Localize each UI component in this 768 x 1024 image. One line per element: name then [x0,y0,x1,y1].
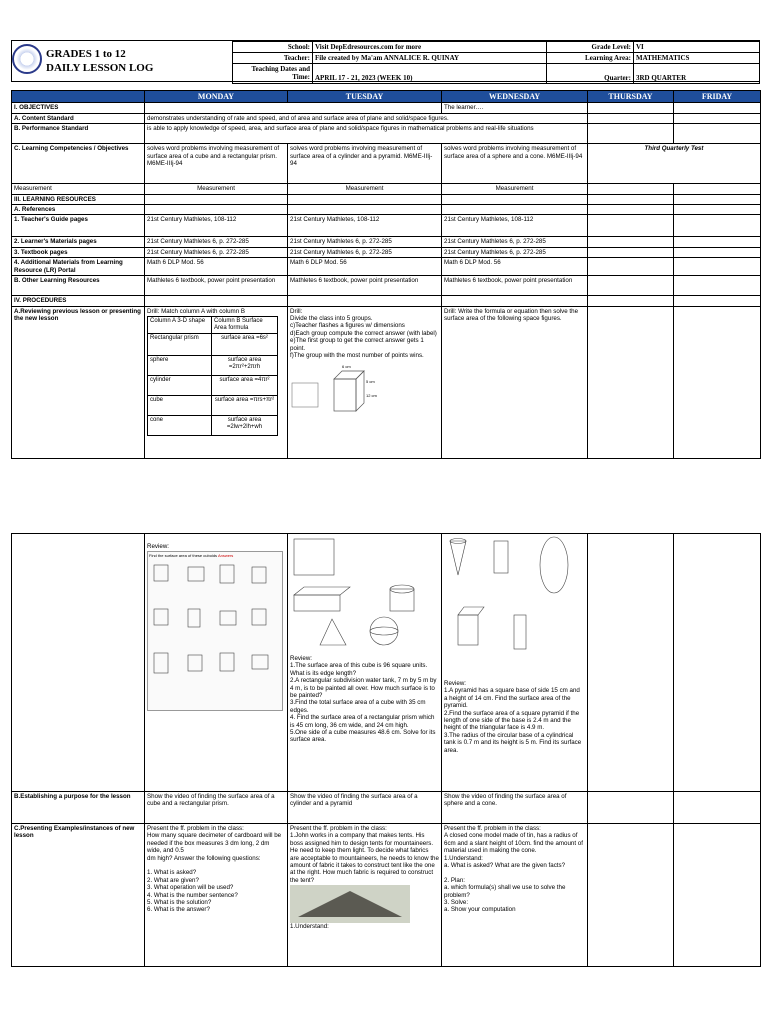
empty-cell [288,296,442,306]
other-monday: Mathletes 6 textbook, power point presentation [145,276,288,296]
content-standard-text: demonstrates understanding of rate and speed, and of area and surface area of plane and solid/space figures. [145,113,588,123]
review-wednesday [442,534,588,792]
box-top-face [334,371,364,379]
match-shape: sphere [148,356,212,376]
title-grades: GRADES 1 to 12 [46,48,126,60]
objectives-empty [145,103,442,113]
school-value: Visit DepEdresources.com for more [313,42,547,53]
match-header-a: Column A 3-D shape [148,317,212,334]
review-tuesday-text: Review: 1.The surface area of this cube is 96 square units. What is its edge length? 2.A rectangular subdivision water tank, 7 m by 5 m by 4 m, is to be painted all over. How much surface is to be painted? 3.Find the total surface area of a cube with 35 cm edges. 4. Find the surface area of a rectangular prism which is 45 cm long, 36 cm wide, and 24 cm high. 5.One side of a cube measures 48.6 cm. Solve for its surface area. [290,655,437,744]
empty-cell [588,205,674,215]
understand-step: 1.Understand: [290,923,329,931]
tb-tuesday: 21st Century Mathletes 6, p. 272-285 [288,247,442,257]
content-standard-label: A. Content Standard [12,113,145,123]
other-tuesday: Mathletes 6 textbook, power point presentation [288,276,442,296]
quarter-value: 3RD QUARTER [634,64,760,84]
drill-monday-title: Drill: Match column A with column B [147,307,246,315]
empty-cell [588,113,674,123]
empty-cell [674,113,761,123]
review-wednesday-text: Review: 1.A pyramid has a square base of side 15 cm and a height of 14 cm. Find the surface area of the pyramid. 2.Find the surface area of a square pyramid if the length of one side of the base is 2.4 m and the height of the triangular face is 4.9 m. 3.The radius of the circular base of a cylindrical tank is 0.7 m and its height is 5 m. Find its surface area. [444,680,582,754]
match-formula: surface area =πrs+πr² [212,396,278,416]
review-monday-label: Review: [147,543,170,550]
sphere-shape [540,537,568,593]
other-resources-label: B. Other Learning Resources [12,276,145,296]
tg-monday: 21st Century Mathletes, 108-112 [145,215,288,237]
add-wednesday: Math 6 DLP Mod. 56 [442,258,588,276]
resources-heading: III. LEARNING RESOURCES [12,194,145,204]
tank-front [294,595,340,611]
empty-cell [674,194,761,204]
performance-standard-label: B. Performance Standard [12,124,145,144]
examples-monday: Present the ff. problem in the class: How many square decimeter of cardboard will be needed if the box measures 3 dm long, 2 dm wide, and 0.5 dm high? Answer the following questions: 1. What is asked? 2. What are given? 3. What operation will be used? 4. What is the number sentence? 5. What is the solution? 6. What is the answer? [145,824,288,967]
title-daily-lesson-log: DAILY LESSON LOG [46,62,154,74]
empty-cell [588,103,674,113]
content-wednesday: Measurement [442,184,588,194]
empty-cell [674,296,761,306]
lm-pages-label: 2. Learner's Materials pages [12,237,145,247]
cone-shape [450,541,466,575]
add-tuesday: Math 6 DLP Mod. 56 [288,258,442,276]
teacher-label: Teacher: [233,53,313,64]
match-table [147,316,278,436]
competency-monday: solves word problems involving measurement of surface area of a cube and a rectangular prism. M6ME-IIIj-94 [145,144,288,184]
day-tuesday: TUESDAY [288,91,442,103]
empty-cell [442,205,588,215]
solids-figures-image [290,535,438,653]
day-thursday: THURSDAY [588,91,674,103]
empty-cell [588,792,674,824]
lm-wednesday: 21st Century Mathletes 6, p. 272-285 [442,237,588,247]
other-wednesday: Mathletes 6 textbook, power point presentation [442,276,588,296]
empty-cell [588,124,674,144]
content-monday: Measurement [145,184,288,194]
tb-wednesday: 21st Century Mathletes 6, p. 272-285 [442,247,588,257]
empty-cell [674,247,761,257]
deped-seal-icon [12,44,42,74]
references-label: A. References [12,205,145,215]
competency-tuesday: solves word problems involving measurement of surface area of a cylinder and a pyramid. M6ME-IIIj-94 [288,144,442,184]
empty-cell [674,205,761,215]
empty-cell [588,194,674,204]
empty-cell [674,306,761,458]
empty-cell [588,258,674,276]
prism-front [458,615,478,645]
drill-monday [145,306,288,458]
prism-figures-image [290,363,436,415]
dates-value: APRIL 17 - 21, 2023 (WEEK 10) [313,64,547,84]
tall-prism [514,615,526,649]
empty-cell [12,534,145,792]
worksheet-title-text: Find the surface area of these cuboids [149,553,218,559]
cuboid-grid-icon [148,559,282,709]
examples-tuesday [288,824,442,967]
match-shape: cone [148,416,212,436]
empty-cell [442,194,588,204]
objectives-heading: I. OBJECTIVES [12,103,145,113]
cylinder-body [390,589,414,611]
purpose-monday: Show the video of finding the surface area of a cube and a rectangular prism. [145,792,288,824]
drill-tuesday [288,306,442,458]
tg-pages-label: 1. Teacher's Guide pages [12,215,145,237]
performance-standard-text: is able to apply knowledge of speed, area, and surface area of plane and solid/space figures in mathematical problems and real-life situations [145,124,588,144]
competency-label: C. Learning Competencies / Objectives [12,144,145,184]
quarter-label: Quarter: [547,64,634,84]
empty-cell [288,205,442,215]
dimension-label-height: 12 cm [366,392,377,398]
third-quarterly-test: Third Quarterly Test [588,144,761,184]
header-meta-table [232,41,760,84]
sphere-equator [370,627,398,635]
teacher-value: File created by Ma'am ANNALICE R. QUINAY [313,53,547,64]
drill-tuesday-text: Drill: Divide the class into 5 groups. c)Teacher flashes a figures w/ dimensions d)Each group compute the correct answer (with label) e)The first group to get the correct answer gets 1 point. f)The group with the most number of points wins. [290,307,437,360]
empty-cell [145,296,288,306]
empty-cell [288,194,442,204]
empty-cell [674,184,761,194]
day-friday: FRIDAY [674,91,761,103]
empty-cell [588,215,674,237]
empty-cell [674,824,761,967]
textbook-pages-label: 3. Textbook pages [12,247,145,257]
empty-cell [588,247,674,257]
empty-cell [588,237,674,247]
drill-wednesday: Drill: Write the formula or equation then solve the surface area of the following space figures. [442,306,588,458]
competency-wednesday: solves word problems involving measurement of surface area of a sphere and a cone. M6ME-IIIj-94 [442,144,588,184]
match-formula: surface area =4πr² [212,376,278,396]
purpose-tuesday: Show the video of finding the surface area of a cylinder and a pyramid [288,792,442,824]
establishing-purpose-label: B.Establishing a purpose for the lesson [12,792,145,824]
sphere-shape [370,617,398,645]
content-label: Measurement [12,184,145,194]
lesson-table-page1 [11,90,761,459]
prism-top [458,607,484,615]
day-wednesday: WEDNESDAY [442,91,588,103]
school-label: School: [233,42,313,53]
empty-cell [588,296,674,306]
empty-cell [674,792,761,824]
cylinder-shape [494,541,508,573]
worksheet-answers-label: Answers [217,553,234,559]
day-monday: MONDAY [145,91,288,103]
match-header-b: Column B Surface Area formula [212,317,278,334]
dates-label [233,64,313,84]
review-monday [145,534,288,792]
reviewing-lesson-label: A.Reviewing previous lesson or presenting the new lesson [12,306,145,458]
presenting-examples-label: C.Presenting Examples/instances of new lesson [12,824,145,967]
lm-tuesday: 21st Century Mathletes 6, p. 272-285 [288,237,442,247]
lm-monday: 21st Century Mathletes 6, p. 272-285 [145,237,288,247]
box-front-face [334,379,356,411]
lesson-table-page2 [11,533,761,967]
empty-cell [674,103,761,113]
cube-shape [294,539,334,575]
small-prism-shape [292,383,318,407]
content-tuesday: Measurement [288,184,442,194]
pyramid-shape [320,619,346,645]
match-formula: surface area =2lw+2lh+wh [212,416,278,436]
dates-label-2: Time: [292,73,310,81]
tg-tuesday: 21st Century Mathletes, 108-112 [288,215,442,237]
tent-photo-image [290,885,410,923]
examples-wednesday: Present the ff. problem in the class: A closed cone model made of tin, has a radius of 6cm and a slant height of 10cm. find the amount of material used in making the cone. 1.Understand: a. What is asked? What are the given facts? 2. Plan: a. which formula(s) shall we use to solve the problem? 3. Solve: a. Show your computation [442,824,588,967]
empty-cell [442,296,588,306]
match-shape: cylinder [148,376,212,396]
empty-cell [588,824,674,967]
empty-cell [588,276,674,296]
match-formula: surface area =6s² [212,334,278,356]
worksheet-title [148,552,282,559]
empty-cell [674,534,761,792]
tank-top [294,587,350,595]
additional-materials-label: 4. Additional Materials from Learning Resource (LR) Portal [12,258,145,276]
match-shape: Rectangular prism [148,334,212,356]
dimension-label-top: 6 cm [342,363,351,369]
tb-monday: 21st Century Mathletes 6, p. 272-285 [145,247,288,257]
empty-cell [588,306,674,458]
corner-cell [12,91,145,103]
review-tuesday [288,534,442,792]
cone-pyramid-figures-image [444,535,584,680]
empty-cell [674,124,761,144]
grade-label: Grade Level: [547,42,634,53]
empty-cell [588,184,674,194]
match-formula: surface area =2πr²+2πrh [212,356,278,376]
dimension-label-side: 5 cm [366,378,375,384]
add-monday: Math 6 DLP Mod. 56 [145,258,288,276]
empty-cell [588,534,674,792]
empty-cell [674,258,761,276]
empty-cell [145,205,288,215]
learner-note: The learner…. [442,103,588,113]
purpose-wednesday: Show the video of finding the surface area of sphere and a cone. [442,792,588,824]
procedures-heading: IV. PROCEDURES [12,296,145,306]
empty-cell [674,276,761,296]
box-side-face [356,371,364,411]
examples-tuesday-text: Present the ff. problem in the class: 1.John works in a company that makes tents. His boss assigned him to design tents for mountaineers. He need to keep them light. To decide what fabrics are acceptable to mountaineers, he needs to know the amount of fabric it takes to construct tent like the one at the right. How much fabric is required to construct the tent? [290,825,439,884]
match-shape: cube [148,396,212,416]
grade-value: VI [634,42,760,53]
empty-cell [674,237,761,247]
empty-cell [145,194,288,204]
area-label: Learning Area: [547,53,634,64]
dates-label-1: Teaching Dates and [251,65,310,73]
cuboid-worksheet-image [147,551,283,711]
tg-wednesday: 21st Century Mathletes, 108-112 [442,215,588,237]
area-value: MATHEMATICS [634,53,760,64]
empty-cell [674,215,761,237]
